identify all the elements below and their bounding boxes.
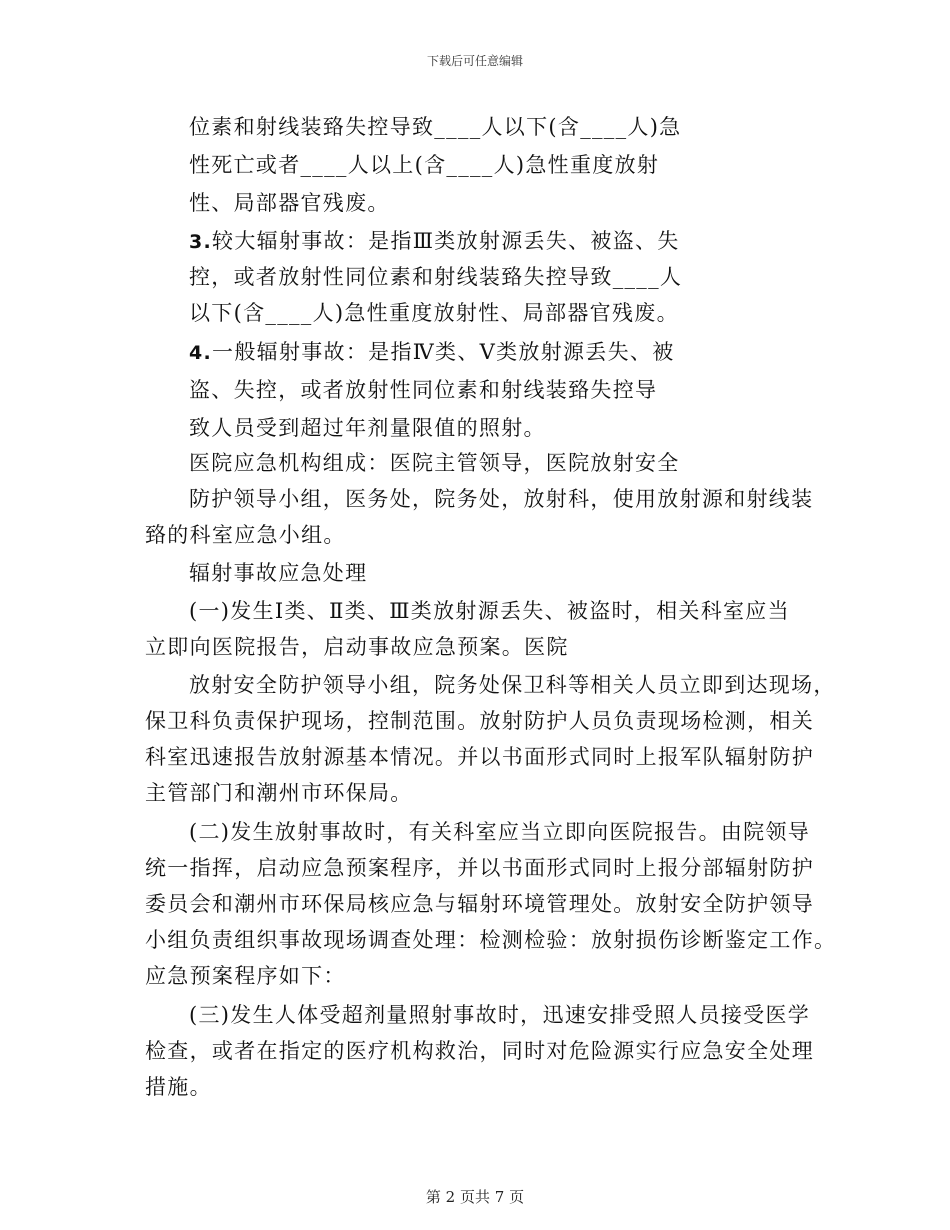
text-line: 立即向医院报告，启动事故应急预案。医院 [145,635,569,659]
text-line: 防护领导小组，医务处，院务处，放射科，使用放射源和射线装 [189,487,814,511]
text-line: 措施。 [145,1075,212,1099]
item-number: 3. [189,231,213,253]
text-line: (三)发生人体受超剂量照射事故时，迅速安排受照人员接受医学 [189,1003,811,1027]
text-line: 性、局部器官残废。 [189,191,390,215]
text-line: 统一指挥，启动应急预案程序，并以书面形式同时上报分部辐射防护 [145,856,814,880]
text-line: 致人员受到超过年剂量限值的照射。 [189,416,546,440]
text-line: (二)发生放射事故时，有关科室应当立即向医院报告。由院领导 [189,820,811,844]
text-line: 位素和射线装臵失控导致____人以下(含____人)急 [189,115,682,139]
text-line: 应急预案程序如下： [145,964,346,988]
text-line: 放射安全防护领导小组，院务处保卫科等相关人员立即到达现场， [189,673,836,697]
text-line: 性死亡或者____人以上(含____人)急性重度放射 [189,153,660,177]
text-line: 主管部门和潮州市环保局。 [145,781,413,805]
text-line: 盗、失控，或者放射性同位素和射线装臵失控导 [189,378,658,402]
text-line: 一般辐射事故：是指Ⅳ类、Ⅴ类放射源丢失、被 [212,340,675,364]
text-line: 委员会和潮州市环保局核应急与辐射环境管理处。放射安全防护领导 [145,892,814,916]
numbered-item [189,337,675,368]
text-line: 控，或者放射性同位素和射线装臵失控导致____人 [189,265,683,289]
numbered-item [189,226,680,257]
text-line: 科室迅速报告放射源基本情况。并以书面形式同时上报军队辐射防护 [145,745,814,769]
page-footer: 第 2 页共 7 页 [425,1188,525,1206]
text-line: 检查，或者在指定的医疗机构救治，同时对危险源实行应急安全处理 [145,1039,814,1063]
page-header: 下载后可任意编辑 [426,54,523,68]
text-line: 小组负责组织事故现场调查处理：检测检验：放射损伤诊断鉴定工作。 [145,928,837,952]
text-line: 较大辐射事故：是指Ⅲ类放射源丢失、被盗、失 [212,229,680,253]
text-line: 臵的科室应急小组。 [145,523,346,547]
section-heading: 辐射事故应急处理 [189,561,368,585]
text-line: 医院应急机构组成：医院主管领导，医院放射安全 [189,451,680,475]
item-number: 4. [189,342,213,364]
text-line: 保卫科负责保护现场，控制范围。放射防护人员负责现场检测，相关 [145,709,814,733]
text-line: (一)发生Ⅰ类、Ⅱ类、Ⅲ类放射源丢失、被盗时，相关科室应当 [189,599,790,623]
text-line: 以下(含____人)急性重度放射性、局部器官残废。 [189,301,679,325]
